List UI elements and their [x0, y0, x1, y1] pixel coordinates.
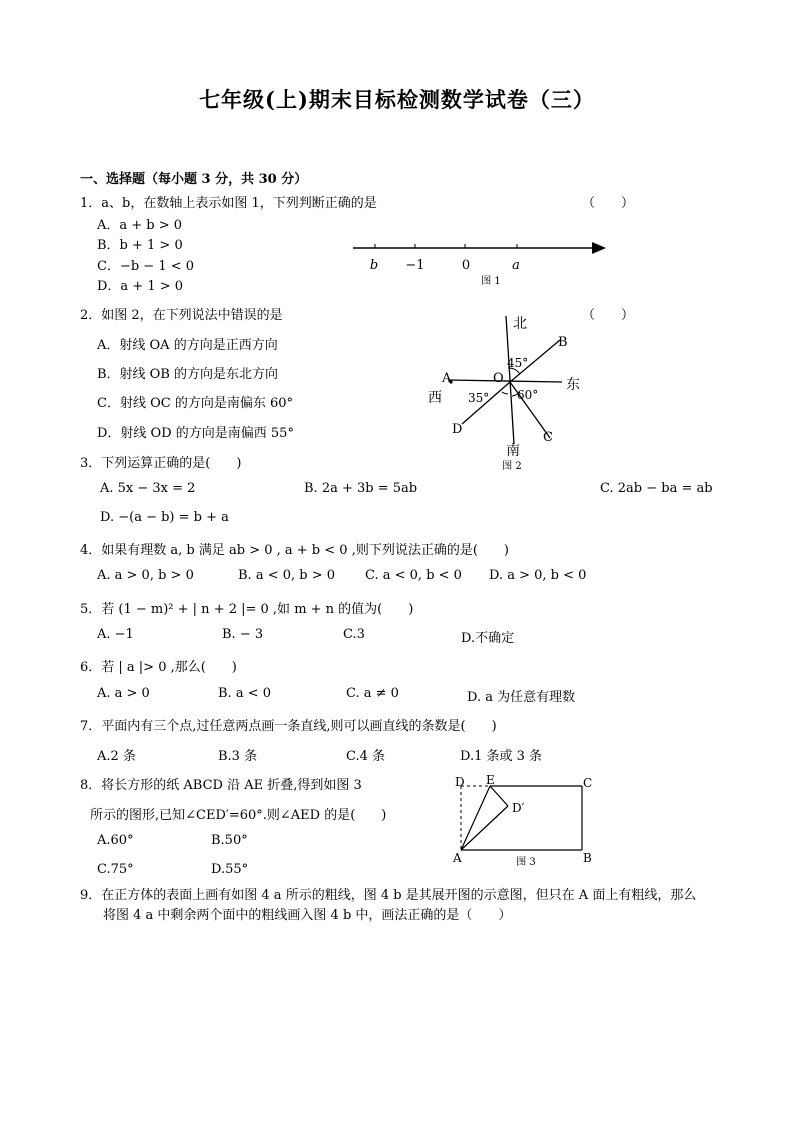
question-9-stem-line-2: 将图 4 a 中剩余两个面中的粗线画入图 4 b 中，画法正确的是（ ） — [103, 908, 512, 923]
question-7-option-c: C.4 条 — [346, 749, 386, 764]
question-8-option-d: D.55° — [211, 862, 249, 877]
west-label: 西 — [428, 390, 442, 406]
question-4-option-c: C. a < 0, b < 0 — [365, 568, 462, 583]
figure-2-direction-diagram — [420, 310, 600, 475]
east-label: 东 — [566, 377, 580, 393]
point-o-label: O — [493, 371, 504, 386]
angle-35-label: 35° — [468, 391, 490, 405]
question-2-option-d: D．射线 OD 的方向是南偏西 55° — [97, 426, 294, 441]
question-1-option-b: B．b + 1 > 0 — [97, 238, 183, 253]
point-d-prime-label: D′ — [512, 801, 525, 815]
figure-2-caption: 图 2 — [502, 461, 522, 472]
question-6-option-a: A. a > 0 — [97, 686, 150, 701]
number-line-label-neg-one: −1 — [405, 258, 425, 273]
point-e-label: E — [486, 773, 495, 787]
question-1-stem: 1．a、b，在数轴上表示如图 1，下列判断正确的是 — [80, 196, 377, 211]
question-8-option-a: A.60° — [97, 833, 134, 848]
question-8-option-c: C.75° — [97, 862, 134, 877]
number-line-label-zero: 0 — [461, 258, 471, 273]
page-title: 七年级(上)期末目标检测数学试卷（三） — [199, 87, 595, 112]
question-9-stem-line-1: 9．在正方体的表面上画有如图 4 a 所示的粗线，图 4 b 是其展开图的示意图，但只在 A 面上有粗线，那么 — [80, 888, 697, 903]
angle-60-label: 60° — [517, 388, 539, 402]
point-d-label: D — [455, 775, 465, 789]
question-4-option-d: D. a > 0, b < 0 — [489, 568, 587, 583]
question-2-option-a: A．射线 OA 的方向是正西方向 — [97, 338, 278, 353]
question-5-stem: 5．若 (1 − m)² + | n + 2 |= 0 ,如 m + n 的值为( ) — [80, 602, 414, 617]
point-a-label: A — [442, 371, 452, 386]
question-7-option-a: A.2 条 — [97, 749, 136, 764]
point-a-label: A — [453, 851, 462, 865]
question-3-option-d: D. −(a − b) = b + a — [100, 510, 229, 525]
question-5-option-a: A. −1 — [97, 627, 134, 642]
point-b-label: B — [583, 851, 592, 865]
number-line-label-b: b — [369, 258, 379, 273]
question-6-option-b: B. a < 0 — [218, 686, 271, 701]
question-2-stem: 2．如图 2，在下列说法中错误的是 — [80, 308, 283, 323]
number-line-label-a: a — [512, 258, 520, 273]
question-4-option-a: A. a > 0, b > 0 — [97, 568, 194, 583]
question-1-option-c: C．−b − 1 < 0 — [97, 259, 195, 274]
figure-1-caption: 图 1 — [481, 276, 501, 287]
question-8-stem-line-1: 8．将长方形的纸 ABCD 沿 AE 折叠,得到如图 3 — [80, 778, 362, 793]
figure-3-folded-rectangle — [450, 772, 600, 870]
question-2-answer-paren: （ ） — [582, 308, 635, 323]
question-7-option-b: B.3 条 — [218, 749, 258, 764]
question-6-stem: 6．若 | a |> 0 ,那么( ) — [80, 660, 237, 675]
question-7-stem: 7．平面内有三个点,过任意两点画一条直线,则可以画直线的条数是( ) — [80, 719, 497, 734]
question-4-option-b: B. a < 0, b > 0 — [238, 568, 336, 583]
question-8-stem-line-2: 所示的图形,已知∠CED′=60°.则∠AED 的是( ) — [90, 808, 387, 823]
question-6-option-c: C. a ≠ 0 — [346, 686, 399, 701]
question-2-option-b: B．射线 OB 的方向是东北方向 — [97, 367, 279, 382]
question-3-option-a: A. 5x − 3x = 2 — [100, 481, 196, 496]
question-4-stem: 4．如果有理数 a, b 满足 ab > 0 , a + b < 0 ,则下列说法正确的是( ) — [80, 543, 509, 558]
question-3-option-c: C. 2ab − ba = ab — [600, 481, 713, 496]
point-c-label: C — [543, 430, 553, 445]
question-5-option-b: B. − 3 — [222, 627, 264, 642]
figure-1-number-line — [350, 236, 620, 292]
question-3-option-b: B. 2a + 3b = 5ab — [304, 481, 418, 496]
point-d-label: D — [452, 422, 463, 437]
north-label: 北 — [513, 316, 527, 332]
point-b-label: B — [558, 335, 568, 350]
angle-45-label: 45° — [507, 356, 529, 370]
question-1-option-d: D．a + 1 > 0 — [97, 279, 184, 294]
question-5-option-d: D.不确定 — [461, 631, 515, 646]
question-3-stem: 3．下列运算正确的是( ) — [80, 456, 242, 471]
question-1-answer-paren: （ ） — [582, 196, 635, 211]
question-6-option-d: D. a 为任意有理数 — [467, 690, 576, 705]
question-2-option-c: C．射线 OC 的方向是南偏东 60° — [97, 396, 293, 411]
section-heading: 一、选择题（每小题 3 分，共 30 分） — [80, 172, 308, 187]
point-c-label: C — [583, 776, 593, 790]
question-7-option-d: D.1 条或 3 条 — [460, 749, 543, 764]
question-1-option-a: A．a + b > 0 — [97, 218, 183, 233]
question-5-option-c: C.3 — [343, 627, 365, 642]
south-label: 南 — [506, 443, 520, 459]
figure-3-caption: 图 3 — [516, 857, 536, 868]
question-8-option-b: B.50° — [211, 833, 248, 848]
